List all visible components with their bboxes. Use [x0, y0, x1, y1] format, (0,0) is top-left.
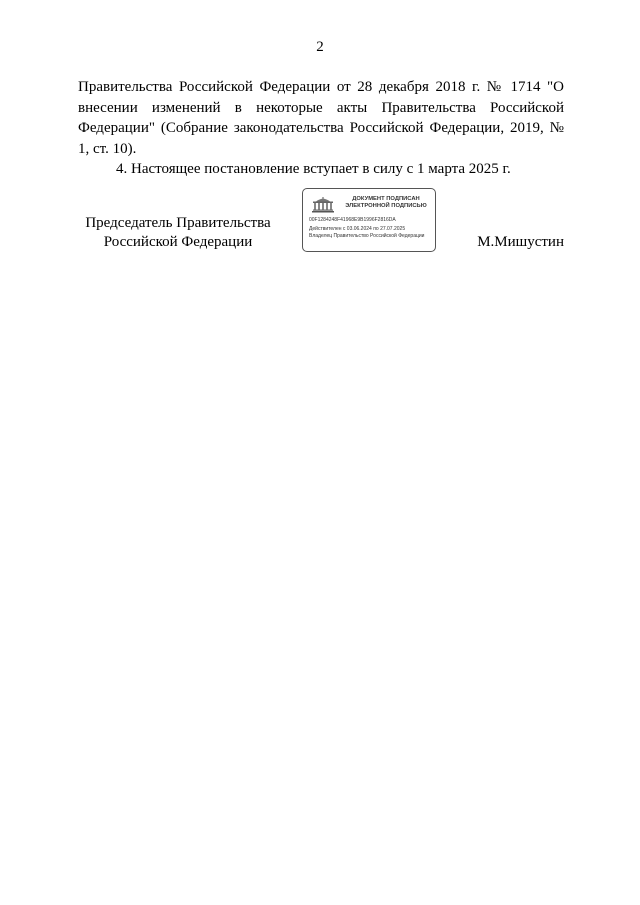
government-building-icon — [311, 197, 335, 213]
document-body — [78, 77, 564, 180]
stamp-title-line1: ДОКУМЕНТ ПОДПИСАН — [352, 196, 420, 202]
paragraph-effective-date: 4. Настоящее постановление вступает в силу с 1 марта 2025 г. — [116, 161, 511, 177]
stamp-title — [336, 196, 436, 210]
paragraph-continuation: Правительства Российской Федерации от 28 декабря 2018 г. № 1714 "О внесении изменений в некоторые акты Правительства Российской Федерации" (Собрание законодательства Российской Федерации, 2019, № 1, ст. 10). — [78, 79, 564, 157]
signer-title — [78, 214, 278, 252]
stamp-title-line2: ЭЛЕКТРОННОЙ ПОДПИСЬЮ — [345, 203, 427, 209]
stamp-owner: Владелец Правительство Российской Федерации — [309, 233, 425, 239]
signer-title-line1: Председатель Правительства — [85, 215, 271, 231]
page-number: 2 — [316, 39, 324, 55]
stamp-serial: 00F1284248F41968E9B1996F2816DA — [309, 217, 396, 223]
signer-name: М.Мишустин — [477, 234, 564, 250]
stamp-validity: Действителен с 03.06.2024 по 27.07.2025 — [309, 226, 406, 232]
electronic-signature-stamp — [302, 188, 436, 252]
signer-title-line2: Российской Федерации — [103, 234, 253, 250]
